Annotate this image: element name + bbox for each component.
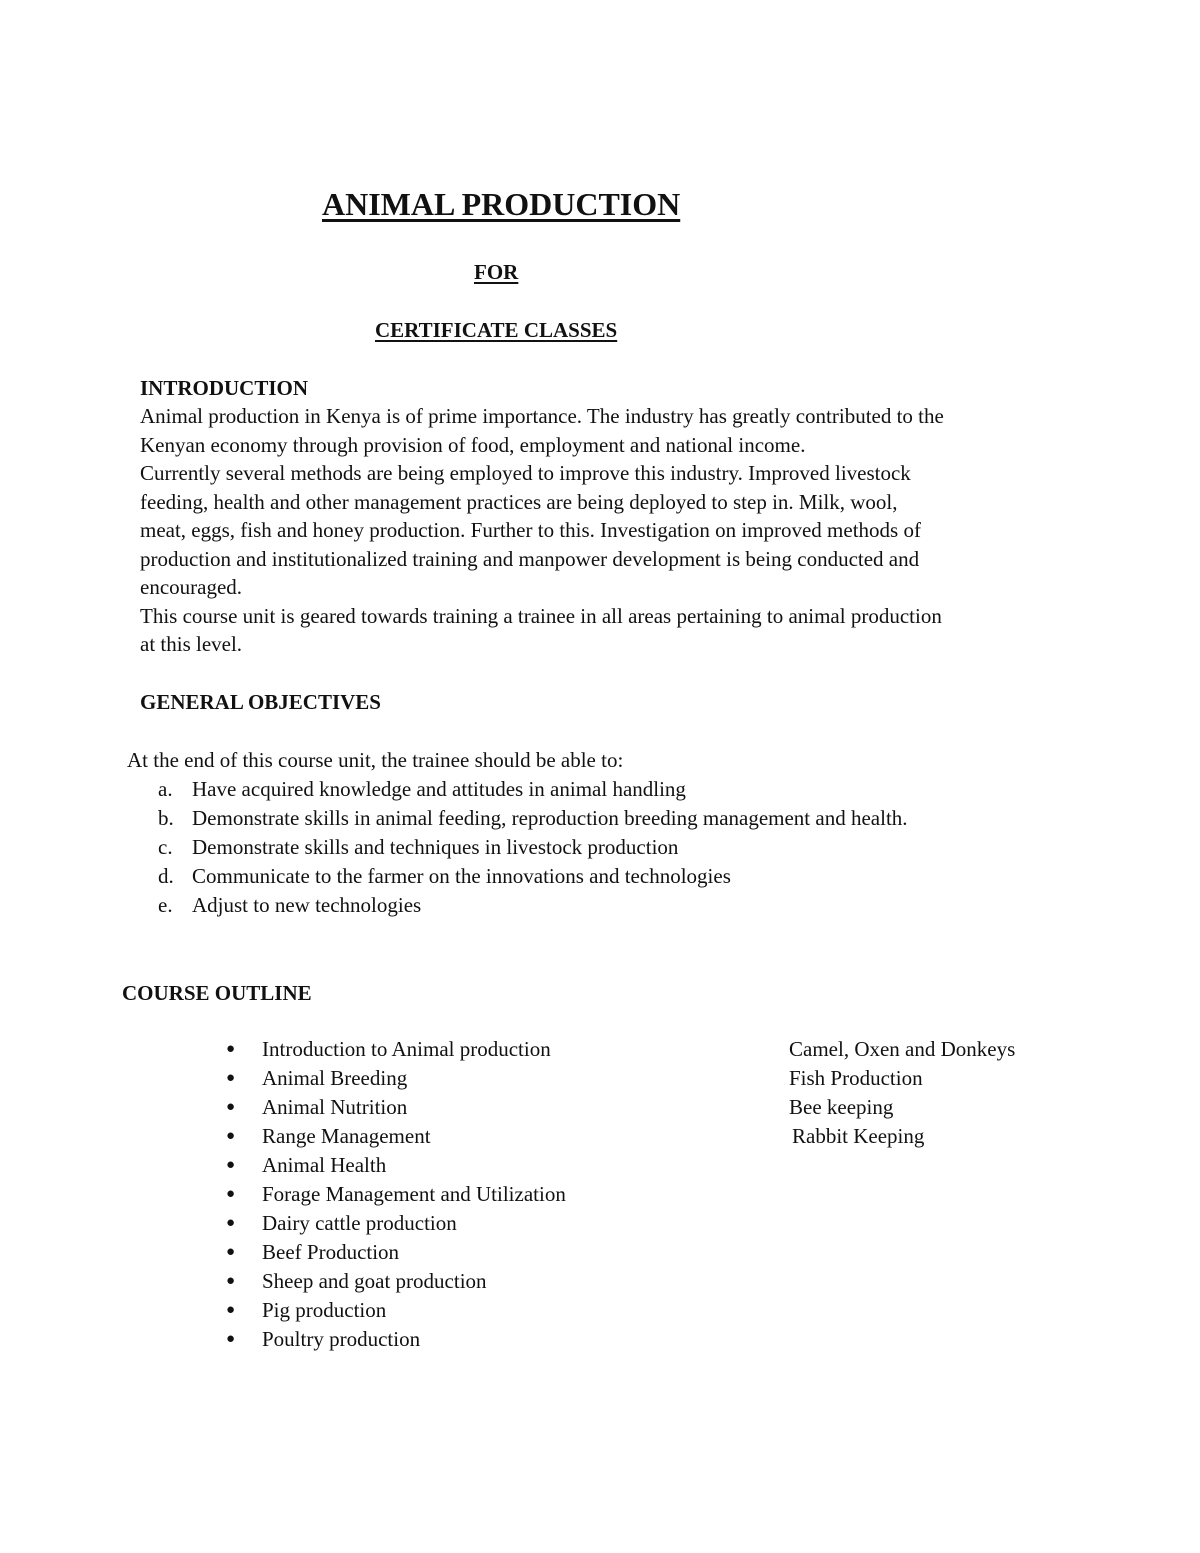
intro-line: Kenyan economy through provision of food, employment and national income. (140, 432, 806, 457)
bullet-icon: ● (226, 1157, 236, 1173)
subtitle-for: FOR (474, 260, 519, 284)
outline-item: Rabbit Keeping (792, 1124, 925, 1148)
intro-line: feeding, health and other management practices are being deployed to step in. Milk, wool, (140, 489, 898, 514)
intro-line: This course unit is geared towards training a trainee in all areas pertaining to animal production (140, 603, 942, 628)
outline-item (226, 1035, 566, 1064)
objective-item (158, 775, 908, 804)
course-outline-left-list (226, 1035, 566, 1354)
objectives-heading: GENERAL OBJECTIVES (140, 690, 381, 714)
intro-line: Currently several methods are being employed to improve this industry. Improved livestock (140, 461, 911, 485)
outline-item (226, 1267, 566, 1296)
bullet-icon: ● (226, 1273, 236, 1289)
outline-item-label: Dairy cattle production (262, 1211, 457, 1235)
outline-item: Bee keeping (789, 1095, 894, 1119)
outline-item-label: Beef Production (262, 1240, 400, 1264)
objective-item (158, 833, 908, 862)
outline-item (226, 1209, 566, 1238)
objective-text: Have acquired knowledge and attitudes in animal handling (192, 777, 686, 801)
outline-item (226, 1093, 566, 1122)
objective-text: Demonstrate skills and techniques in livestock production (192, 835, 679, 859)
objectives-lead: At the end of this course unit, the trainee should be able to: (127, 748, 624, 772)
outline-item-label: Poultry production (262, 1327, 421, 1351)
intro-line: encouraged. (140, 575, 243, 599)
intro-line: meat, eggs, fish and honey production. Further to this. Investigation on improved methods of (140, 518, 921, 542)
bullet-icon: ● (226, 1128, 236, 1144)
objective-text: Adjust to new technologies (192, 893, 422, 917)
outline-item (226, 1064, 566, 1093)
outline-item-label: Forage Management and Utilization (262, 1182, 566, 1206)
bullet-icon: ● (226, 1099, 236, 1115)
subtitle-classes: CERTIFICATE CLASSES (375, 318, 618, 342)
intro-line: production and institutionalized training and manpower development is being conducted and (140, 546, 920, 571)
introduction-heading: INTRODUCTION (140, 376, 309, 400)
outline-item (226, 1238, 566, 1267)
bullet-icon: ● (226, 1331, 236, 1347)
objective-item (158, 862, 908, 891)
outline-item: Camel, Oxen and Donkeys (789, 1037, 1016, 1061)
outline-item-label: Animal Nutrition (262, 1095, 408, 1119)
objective-text: Demonstrate skills in animal feeding, reproduction breeding management and health. (192, 806, 908, 830)
bullet-icon: ● (226, 1186, 236, 1202)
introduction-body (140, 402, 1055, 659)
course-outline-right-list (789, 1035, 1015, 1151)
bullet-icon: ● (226, 1244, 236, 1260)
objective-marker: d. (158, 864, 174, 888)
outline-item-label: Animal Breeding (262, 1066, 408, 1090)
document-title: ANIMAL PRODUCTION (322, 186, 681, 222)
outline-item: Fish Production (789, 1066, 923, 1090)
intro-line: Animal production in Kenya is of prime importance. The industry has greatly contributed to the (140, 404, 944, 428)
objective-item (158, 891, 908, 920)
objective-marker: b. (158, 806, 174, 830)
outline-item (226, 1180, 566, 1209)
objective-marker: e. (158, 893, 173, 917)
outline-item-label: Introduction to Animal production (262, 1037, 551, 1061)
intro-line: at this level. (140, 632, 243, 656)
outline-item-label: Pig production (262, 1298, 387, 1322)
outline-item (226, 1122, 566, 1151)
objective-marker: a. (158, 777, 173, 801)
outline-item (226, 1325, 566, 1354)
bullet-icon: ● (226, 1070, 236, 1086)
outline-item (226, 1296, 566, 1325)
objective-marker: c. (158, 835, 173, 859)
bullet-icon: ● (226, 1041, 236, 1057)
bullet-icon: ● (226, 1302, 236, 1318)
objective-text: Communicate to the farmer on the innovations and technologies (192, 864, 731, 888)
bullet-icon: ● (226, 1215, 236, 1231)
course-outline-heading: COURSE OUTLINE (122, 981, 312, 1005)
objective-item (158, 804, 908, 833)
outline-item-label: Animal Health (262, 1153, 387, 1177)
outline-item-label: Range Management (262, 1124, 431, 1148)
outline-item-label: Sheep and goat production (262, 1269, 487, 1293)
objectives-list (158, 775, 908, 920)
outline-item (226, 1151, 566, 1180)
